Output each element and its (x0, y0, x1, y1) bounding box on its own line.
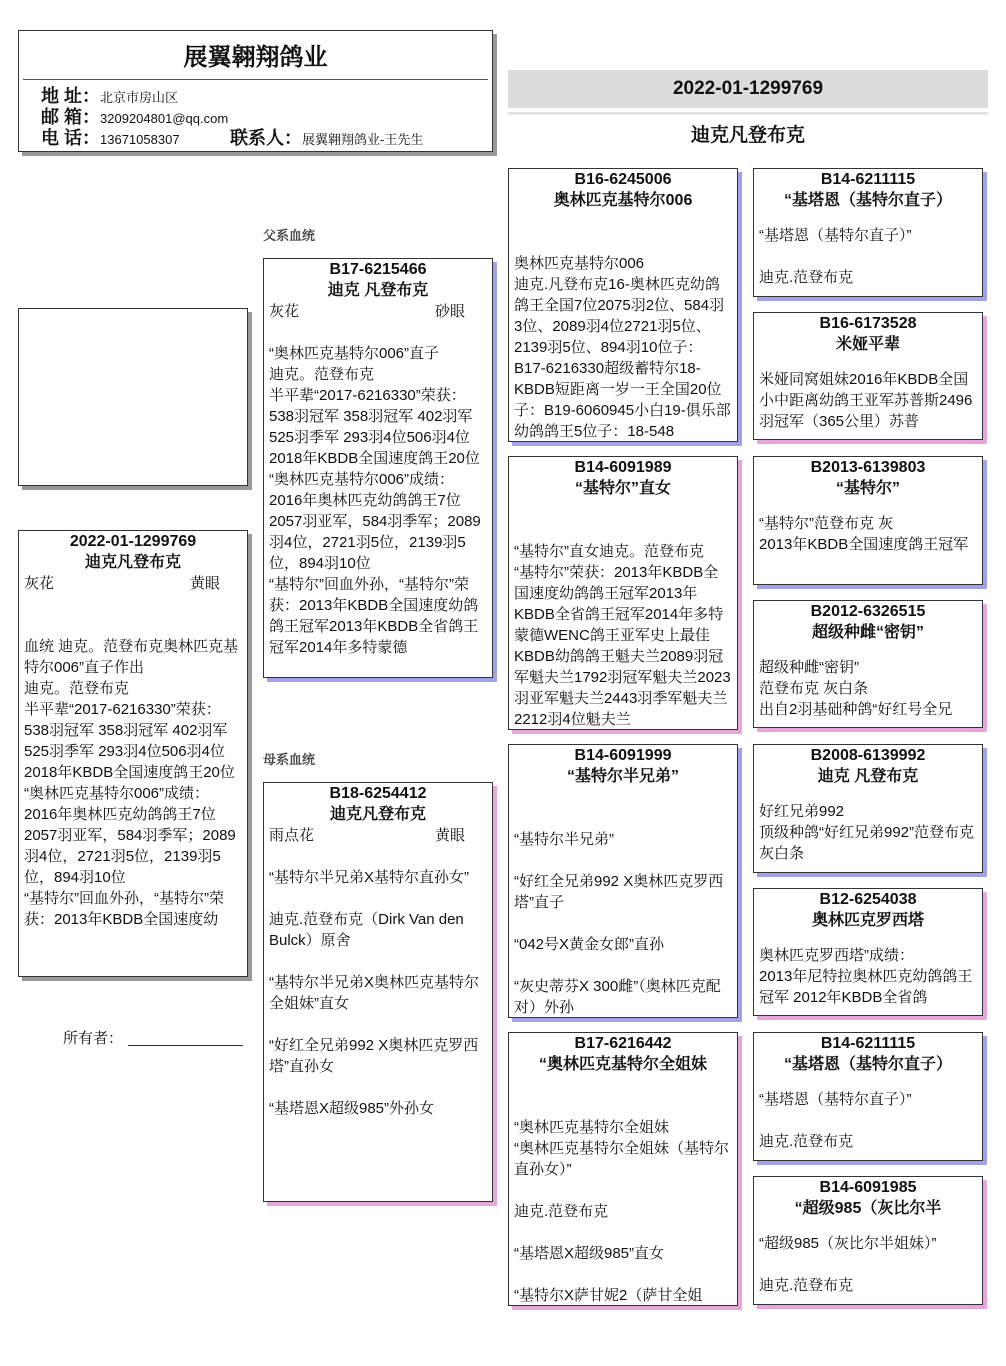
note-paragraph: “基塔恩（基特尔直子）” (759, 227, 912, 244)
phone-label: 电 话： (41, 128, 101, 148)
note-paragraph: 奥林匹克罗西塔”成绩： 2013年尼特拉奥林匹克幼鸽鸽王冠军 2012年KBDB全省鸽 (759, 947, 973, 1006)
pigeon-notes (759, 225, 977, 288)
pedigree-card-sire (263, 258, 493, 678)
note-paragraph: 迪克.范登布克 (759, 269, 854, 286)
pedigree-card-ds (508, 744, 738, 1018)
contact-value: 展翼翱翔鸽业-王先生 (302, 132, 424, 147)
ring-number: B18-6254412 (329, 785, 427, 802)
pigeon-notes (24, 636, 242, 930)
address-value: 北京市房山区 (100, 90, 179, 105)
pigeon-notes (759, 513, 977, 555)
pedigree-name: 迪克凡登布克 (690, 125, 805, 146)
pigeon-notes (759, 801, 977, 864)
pedigree-card-dd (508, 1032, 738, 1306)
note-paragraph: “基特尔”范登布克 灰 2013年KBDB全国速度鸽王冠军 (759, 515, 969, 553)
note-paragraph: “基塔恩X超级985”外孙女 (269, 1100, 435, 1117)
ring-number: B14-6091999 (574, 747, 672, 764)
pigeon-name: “基特尔” (835, 480, 900, 497)
ring-number: B14-6091985 (819, 1179, 917, 1196)
note-paragraph: “灰史蒂芬X 300雌”（奥林匹克配对）外孙 (514, 978, 721, 1016)
pedigree-card-sdd (753, 600, 983, 728)
note-paragraph: “基特尔半兄弟X基特尔直孙女” (269, 869, 469, 886)
breeder-header (18, 30, 493, 152)
ring-number: B16-6245006 (574, 171, 672, 188)
feather-color: 灰花 (24, 575, 55, 592)
dam-line-label: 母系血统 (263, 752, 316, 767)
note-paragraph: “超级985（灰比尔半姐妹）” (759, 1235, 937, 1252)
note-paragraph: 奥林匹克基特尔006 迪克.凡登布克16-奥林匹克幼鸽鸽王全国7位2075羽2位、584羽3位、2089羽4位2721羽5位、2139羽5位、894羽10位子：B17-6216330超级蓄特尔18-KBDB短距离一岁一王全国20位子：B19-6060945小白19-俱乐部幼鸽鸽王5位子：18-548 (514, 255, 731, 440)
pigeon-notes (759, 945, 977, 1008)
eye-type: 黄眼 (434, 827, 465, 844)
pigeon-notes (759, 1233, 977, 1296)
pigeon-notes (514, 541, 732, 730)
address-label: 地 址： (41, 86, 101, 106)
note-paragraph: 好红兄弟992 顶级种鸽“好红兄弟992”范登布克 灰白条 (759, 803, 975, 862)
pigeon-name: 奥林匹克罗西塔 (811, 912, 924, 929)
pigeon-name: 迪克 凡登布克 (817, 768, 919, 785)
color-eye-row (269, 301, 487, 322)
pedigree-card-subject (18, 530, 248, 977)
pigeon-notes (759, 657, 977, 720)
color-eye-row (269, 825, 487, 846)
pigeon-name: 迪克凡登布克 (84, 554, 181, 571)
color-eye-row (24, 573, 242, 594)
pigeon-name: 迪克 凡登布克 (327, 282, 429, 299)
note-paragraph: “042号X黄金女郎”直孙 (514, 936, 665, 953)
eye-type: 砂眼 (434, 303, 465, 320)
note-paragraph: “基特尔半兄弟X奥林匹克基特尔全姐妹”直女 (269, 974, 480, 1012)
address-row (19, 86, 492, 107)
pigeon-name: “基特尔半兄弟” (566, 768, 679, 785)
pedigree-card-dds (753, 1032, 983, 1161)
pigeon-name: “基特尔”直女 (574, 480, 671, 497)
pedigree-card-ddd (753, 1176, 983, 1305)
pedigree-card-dam (263, 782, 493, 1202)
pigeon-notes (269, 343, 487, 658)
ring-number: B2012-6326515 (810, 603, 926, 620)
note-paragraph: “基特尔X萨甘妮2（萨甘全姐 (514, 1287, 703, 1304)
phone-value: 13671058307 (100, 132, 180, 147)
ring-number: 2022-01-1299769 (69, 533, 197, 550)
breeder-title: 展翼翱翔鸽业 (183, 44, 328, 71)
email-label: 邮 箱： (41, 107, 101, 127)
pigeon-notes (514, 253, 732, 442)
ring-number: B2013-6139803 (810, 459, 926, 476)
ring-number: B14-6091989 (574, 459, 672, 476)
note-paragraph: “好红全兄弟992 X奥林匹克罗西塔”直子 (514, 873, 724, 911)
divider (508, 112, 988, 115)
pigeon-notes (514, 1117, 732, 1306)
photo-placeholder (18, 308, 248, 486)
pigeon-notes (759, 369, 977, 432)
pigeon-name: 奥林匹克基特尔006 (553, 192, 693, 209)
divider (23, 79, 488, 80)
pedigree-card-ss (508, 168, 738, 442)
ring-number: B14-6211115 (820, 171, 916, 188)
ring-number: B16-6173528 (819, 315, 917, 332)
pedigree-card-dsd (753, 888, 983, 1016)
ring-number: B2008-6139992 (810, 747, 926, 764)
note-paragraph: 迪克.范登布克 (759, 1133, 854, 1150)
pigeon-notes (514, 829, 732, 1018)
note-paragraph: “基特尔”直女迪克。范登布克 “基特尔”荣获：2013年KBDB全国速度幼鸽鸽王冠军2013年KBDB全省鸽王冠军2014年多特蒙德WENC鸽王亚军史上最佳KBDB幼鸽鸽王魁夫兰2089羽冠军魁夫兰1792羽冠军魁夫兰2023羽亚军魁夫兰2443羽季军魁夫兰2212羽4位魁夫兰 (514, 543, 731, 728)
note-paragraph: “好红全兄弟992 X奥林匹克罗西塔”直孙女 (269, 1037, 479, 1075)
contact-label: 联系人： (230, 128, 303, 148)
note-paragraph: 迪克.范登布克 (514, 1203, 609, 1220)
email-value: 3209204801@qq.com (100, 111, 229, 126)
note-paragraph: 血统 迪克。范登布克奥林匹克基特尔006”直子作出 迪克。范登布克 半平辈“2017-6216330”荣获：538羽冠军 358羽冠军 402羽军 525羽季军 293羽4位506羽4位 2018年KBDB全国速度鸽王20位 “奥林匹克基特尔006”成绩：2016年奥林匹克幼鸽鸽王7位 2057羽亚军，584羽季军；2089羽4位，2721羽5位，2139羽5位，894羽10位 “基特尔”回血外孙，“基特尔”荣获：2013年KBDB全国速度幼 (24, 638, 239, 928)
feather-color: 灰花 (269, 303, 300, 320)
note-paragraph: “奥林匹克基特尔006”直子 迪克。范登布克 半平辈“2017-6216330”荣获：538羽冠军 358羽冠军 402羽军 525羽季军 293羽4位506羽4位 2018年KBDB全国速度鸽王20位 “奥林匹克基特尔006”成绩：2016年奥林匹克幼鸽鸽王7位 2057羽亚军，584羽季军；2089羽4位，2721羽5位，2139羽5位，894羽10位 “基特尔”回血外孙，“基特尔”荣获：2013年KBDB全国速度幼鸽鸽王冠军2013年KBDB全省鸽王冠军2014年多特蒙德 (269, 345, 481, 656)
pigeon-name: 迪克凡登布克 (329, 806, 426, 823)
pigeon-name: “超级985（灰比尔半 (794, 1200, 942, 1217)
pigeon-name: “基塔恩（基特尔直子） (783, 192, 952, 209)
pedigree-card-sss (753, 168, 983, 297)
pigeon-name: “基塔恩（基特尔直子） (783, 1056, 952, 1073)
note-paragraph: 超级种雌“密钥” 范登布克 灰白条 出自2羽基础种鸽“好红号全兄 (759, 659, 953, 718)
pedigree-card-dss (753, 744, 983, 873)
feather-color: 雨点花 (269, 827, 315, 844)
ring-number: B12-6254038 (819, 891, 917, 908)
owner-label: 所有者： (63, 1030, 124, 1047)
ring-number: B17-6215466 (329, 261, 427, 278)
ring-number: B17-6216442 (574, 1035, 672, 1052)
pigeon-notes (759, 1089, 977, 1152)
note-paragraph: 迪克.范登布克 (759, 1277, 854, 1294)
pedigree-card-sds (753, 456, 983, 585)
email-row (19, 107, 492, 128)
pedigree-ring-banner: 2022-01-1299769 (508, 70, 988, 108)
pigeon-name: 米娅平辈 (835, 336, 900, 353)
note-paragraph: “基塔恩（基特尔直子）” (759, 1091, 912, 1108)
pigeon-notes (269, 867, 487, 1119)
eye-type: 黄眼 (189, 575, 220, 592)
phone-row (19, 128, 492, 149)
pedigree-card-sd (508, 456, 738, 730)
pigeon-name: 超级种雌“密钥” (811, 624, 924, 641)
note-paragraph: 迪克.范登布克（Dirk Van den Bulck）原舍 (269, 911, 464, 949)
sire-line-label: 父系血统 (263, 228, 316, 243)
pedigree-card-ssd (753, 312, 983, 440)
note-paragraph: “基塔恩X超级985”直女 (514, 1245, 665, 1262)
note-paragraph: 米娅同窝姐妹2016年KBDB全国小中距离幼鸽王亚军苏普斯2496羽冠军（365公里）苏普 (759, 371, 973, 430)
note-paragraph: “基特尔半兄弟” (514, 831, 614, 848)
ring-number: B14-6211115 (820, 1035, 916, 1052)
note-paragraph: “奥林匹克基特尔全姐妹 “奥林匹克基特尔全姐妹（基特尔直孙女）” (514, 1119, 729, 1178)
pigeon-name: “奥林匹克基特尔全姐妹 (538, 1056, 707, 1073)
owner-signature-line[interactable] (128, 1045, 243, 1046)
